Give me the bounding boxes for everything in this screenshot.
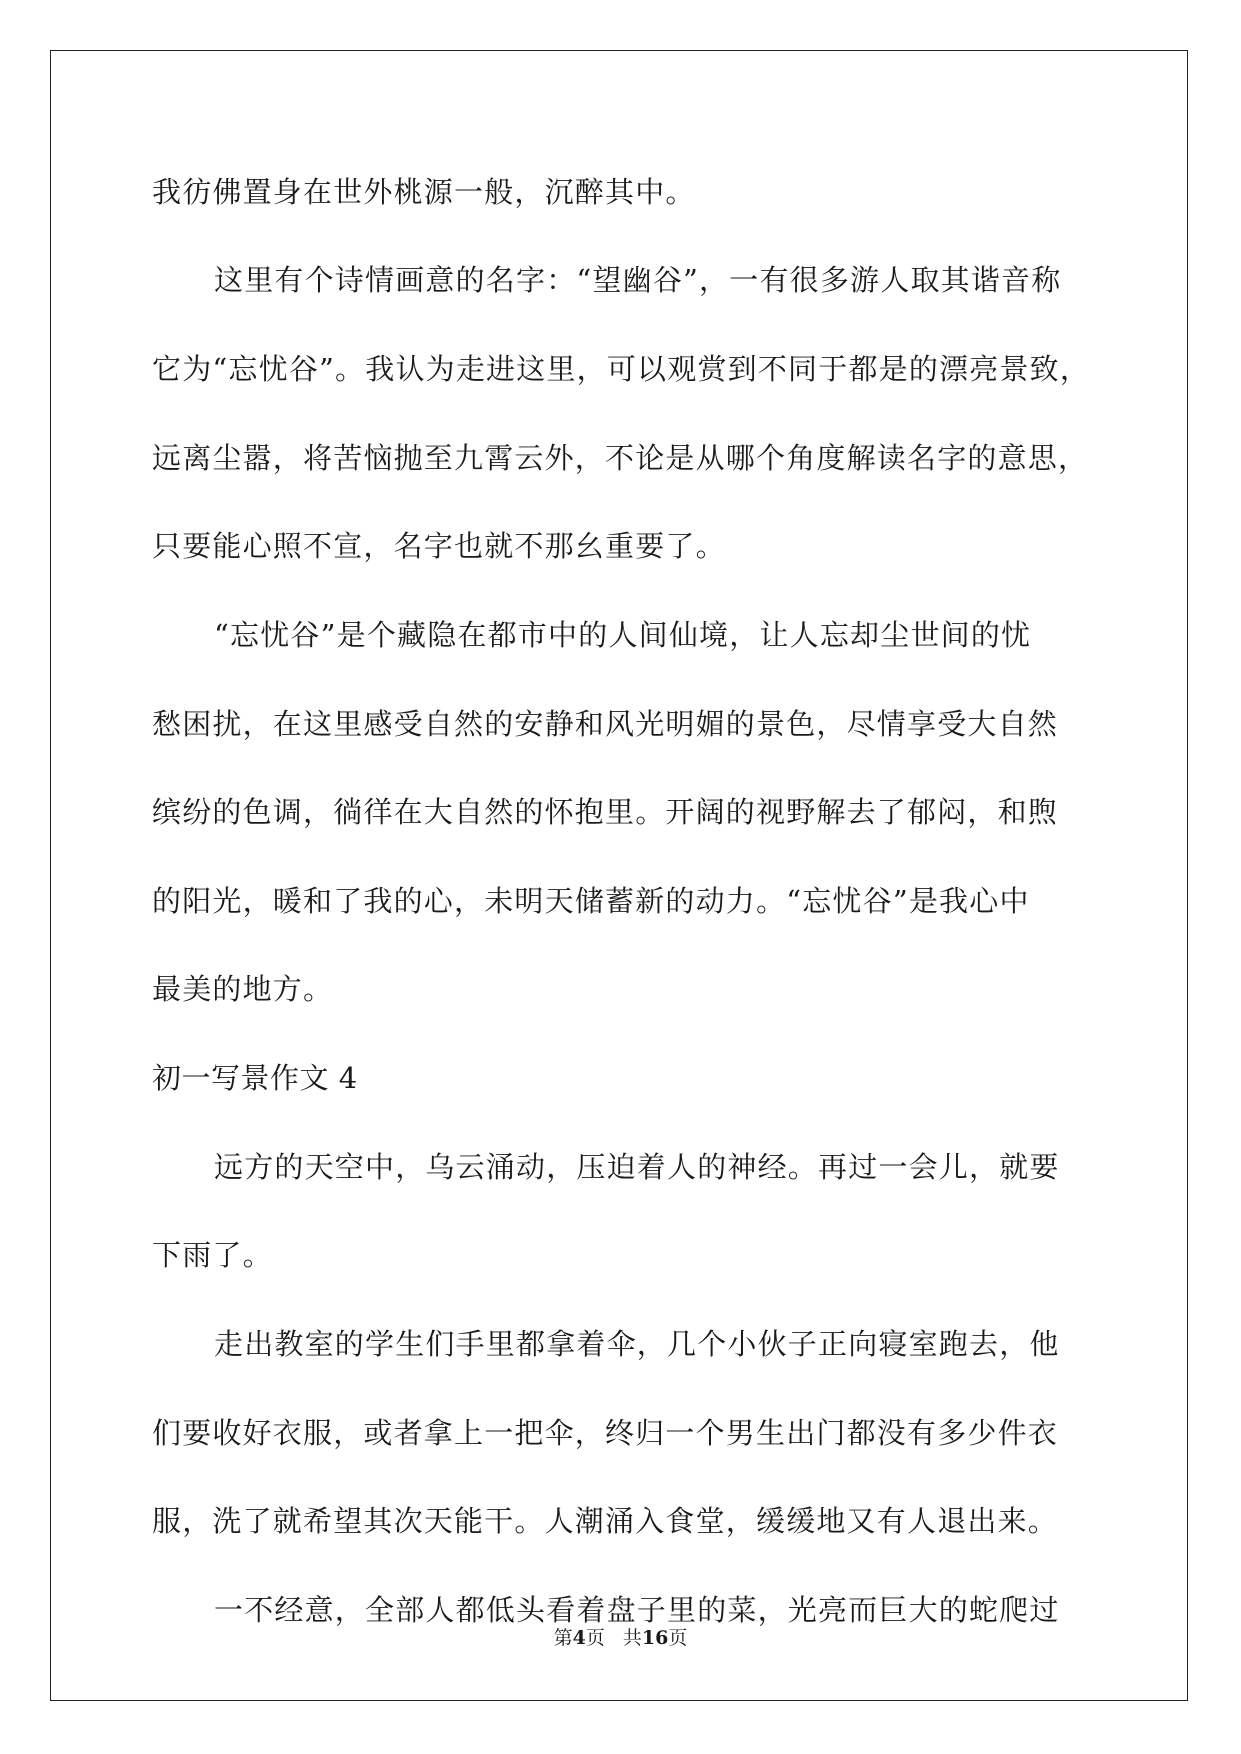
text-line: 一不经意，全部人都低头看着盘子里的菜，光亮而巨大的蛇爬过 [214,1593,1060,1627]
text-line: 服，洗了就希望其次天能干。人潮涌入食堂，缓缓地又有人退出来。 [152,1504,1059,1538]
page-suffix: 页 [585,1627,605,1649]
page-prefix: 第 [553,1627,573,1649]
page-number: 4 [572,1627,586,1649]
text-line: 我彷佛置身在世外桃源一般，沉醉其中。 [152,175,696,209]
page-footer [0,1626,1241,1650]
text-line: 缤纷的色调，徜徉在大自然的怀抱里。开阔的视野解去了郁闷，和煦 [152,795,1059,829]
text-line: 这里有个诗情画意的名字：“望幽谷”，一有很多游人取其谐音称 [214,263,1062,297]
text-line: 只要能心照不宣，名字也就不那幺重要了。 [152,529,726,563]
text-line: 远离尘嚣，将苦恼抛至九霄云外，不论是从哪个角度解读名字的意思， [152,441,1089,475]
text-line: 的阳光，暖和了我的心，未明天储蓄新的动力。“忘忧谷”是我心中 [152,884,1030,918]
total-suffix: 页 [668,1627,688,1649]
text-line: 远方的天空中，乌云涌动，压迫着人的神经。再过一会儿，就要 [214,1150,1060,1184]
total-pages: 16 [641,1627,669,1649]
text-line: 下雨了。 [152,1238,273,1272]
total-prefix: 共 [622,1627,642,1649]
text-line: 走出教室的学生们手里都拿着伞，几个小伙子正向寝室跑去，他 [214,1327,1060,1361]
text-line: 们要收好衣服，或者拿上一把伞，终归一个男生出门都没有多少件衣 [152,1416,1059,1450]
text-line: 最美的地方。 [152,972,334,1006]
text-line: 愁困扰，在这里感受自然的安静和风光明媚的景色，尽情享受大自然 [152,707,1059,741]
section-heading: 初一写景作文 4 [152,1061,358,1095]
text-line: “忘忧谷”是个藏隐在都市中的人间仙境，让人忘却尘世间的忧 [214,618,1032,652]
text-line: 它为“忘忧谷”。我认为走进这里，可以观赏到不同于都是的漂亮景致， [152,352,1091,386]
